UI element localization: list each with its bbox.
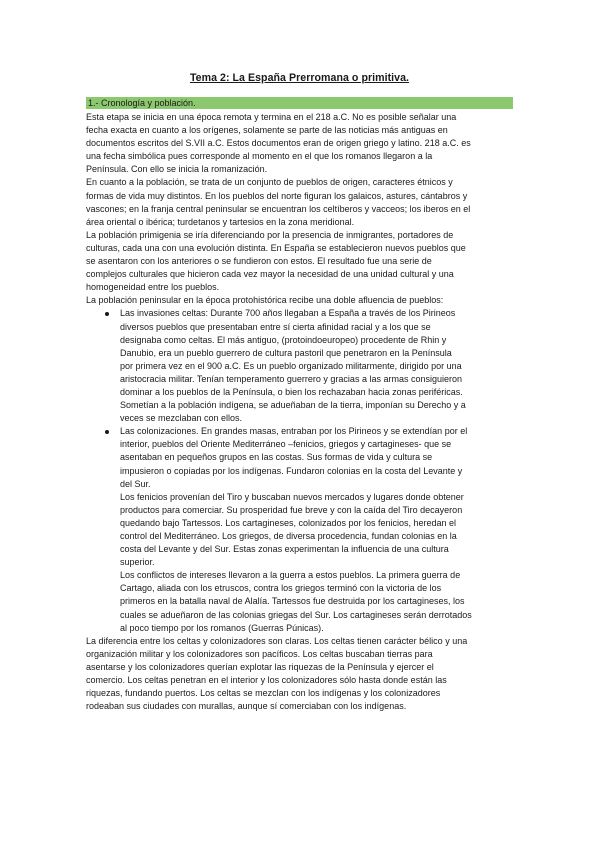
text-line: veces se mezclaban con ellos. [120,413,243,424]
text-line: Cartago, aliada con los etruscos, contra los griegos terminó con la victoria de los [120,583,442,594]
text-line: homogeneidad entre los pueblos. [86,282,220,293]
text-line: asentarse y los colonizadores querían explotar las riquezas de la Península y ejercer el [86,661,434,672]
text-line: La población primigenia se iría diferenciando por la presencia de inmigrantes, portadores de [86,229,454,240]
text-line: superior. [120,557,155,568]
bullet-icon [105,430,109,434]
text-line: La población peninsular en la época protohistórica recibe una doble afluencia de pueblos: [86,295,444,306]
text-line: organización militar y los colonizadores son pacíficos. Los celtas buscaban tierras para [86,648,433,659]
text-line: una fecha simbólica pues corresponde al momento en el que los romanos llegaron a la [86,151,433,162]
document-title: Tema 2: La España Prerromana o primitiva. [189,72,410,84]
text-line: al poco tiempo por los romanos (Guerras Púnicas). [120,622,324,633]
paragraph [86,635,517,714]
text-line: primeros en la batalla naval de Alalía. Tartessos fue destruida por los cartagineses, los [120,596,465,607]
text-line: del Sur. [120,478,151,489]
text-line: diversos pueblos que presentaban entre sí cierta afinidad racial y a los que se [120,321,431,332]
text-line: Esta etapa se inicia en una época remota y termina en el 218 a.C. No es posible señalar una [86,112,457,122]
paragraph [86,294,517,307]
text-line: Las invasiones celtas: Durante 700 años llegaban a España a través de los Pirineos [120,308,456,319]
paragraph [86,176,517,228]
text-line: por primera vez en el 900 a.C. Es un pueblo organizado militarmente, dirigido por una [120,360,462,371]
text-line: área oriental o ibérica; turdetanos y tartesios en la zona meridional. [86,216,355,227]
text-line: Los fenicios provenían del Tiro y buscaban nuevos mercados y lugares donde obtener [120,491,464,502]
text-line: Península. Con ello se inicia la romanización. [86,164,268,175]
text-line: asentaban en pequeños grupos en las costas. Sus formas de vida y cultura se [120,452,433,463]
text-line: vascones; en la franja central peninsular se encuentran los celtíberos y vacceos; los iberos en el [86,203,471,214]
text-line: riquezas, fundando puertos. Los celtas se mezclan con los indígenas y los colonizadores [86,688,441,699]
text-line: En cuanto a la población, se trata de un conjunto de pueblos de origen, caracteres étnicos y [86,177,453,188]
text-line: cuales se adueñaron de las colonias griegas del Sur. Los cartagineses serán derrotados [120,609,472,620]
paragraph [86,229,517,294]
text-line: costa del Levante y del Sur. Estas zonas experimentan la influencia de una cultura [120,544,449,555]
text-line: interior, pueblos del Oriente Mediterráneo –fenicios, griegos y cartagineses- que se [120,439,452,450]
text-line: control del Mediterráneo. Los griegos, de diversa procedencia, fundan colonias en la [120,531,457,541]
text-line: complejos culturales que hicieron cada vez mayor la necesidad de una unidad cultural y una [86,269,454,280]
bullet-continuation [86,491,517,570]
paragraph [86,111,517,176]
text-line: Las colonizaciones. En grandes masas, entraban por los Pirineos y se extendían por el [120,426,468,437]
text-line: aristocracia militar. Tenían temperamento guerrero y gracias a las armas consiguieron [120,373,462,384]
text-line: impusieron o copiadas por los indígenas. Fundaron colonias en la costa del Levante y [120,465,463,476]
text-line: fecha exacta en cuanto a los orígenes, solamente se parte de las noticias más antiguas en [86,125,448,136]
text-line: quedando bajo Tartessos. Los cartagineses, colonizados por los fenicios, heredan el [120,517,457,528]
bullet-continuation [86,569,517,634]
text-line: comercio. Los celtas penetran en el interior y los colonizadores sólo hasta donde están las [86,675,447,686]
document-body [86,111,517,713]
text-line: dominar a los pueblos de la Península, o bien los rechazaban hacia zonas periféricas. [120,386,463,397]
bullet-item [86,307,517,425]
text-line: culturas, cada una con una evolución distinta. En España se establecieron nuevos pueblos que [86,242,466,253]
text-line: documentos escritos del S.VII a.C. Estos documentos eran de origen griego y latino. 218 a.C. es [86,138,471,149]
text-line: designaba como celtas. El más antiguo, (protoindoeuropeo) procedente de Rhin y [120,334,447,345]
section-heading: 1.- Cronología y población. [88,97,196,108]
text-line: La diferencia entre los celtas y colonizadores son claras. Los celtas tienen carácter bélico y una [86,635,468,646]
text-line: Sometían a la población indígena, se adueñaban de la tierra, imponían su Derecho y a [120,400,466,411]
text-line: rodeaban sus ciudades con murallas, aunque sí comerciaban con los indígenas. [86,701,407,712]
bullet-icon [105,312,109,316]
text-line: Danubio, era un pueblo guerrero de cultura pastoril que penetraron en la Península [120,347,452,358]
bullet-item [86,425,517,490]
text-line: Los conflictos de intereses llevaron a la guerra a estos pueblos. La primera guerra de [120,570,461,581]
text-line: productos para comerciar. Su prosperidad fue breve y con la caída del Tiro decayeron [120,504,463,515]
text-line: formas de vida muy distintos. En los pueblos del norte figuran los galaicos, astures, cántabros y [86,190,468,201]
text-line: se asentaron con los anteriores o se fundieron con estos. El resultado fue una serie de [86,256,432,267]
